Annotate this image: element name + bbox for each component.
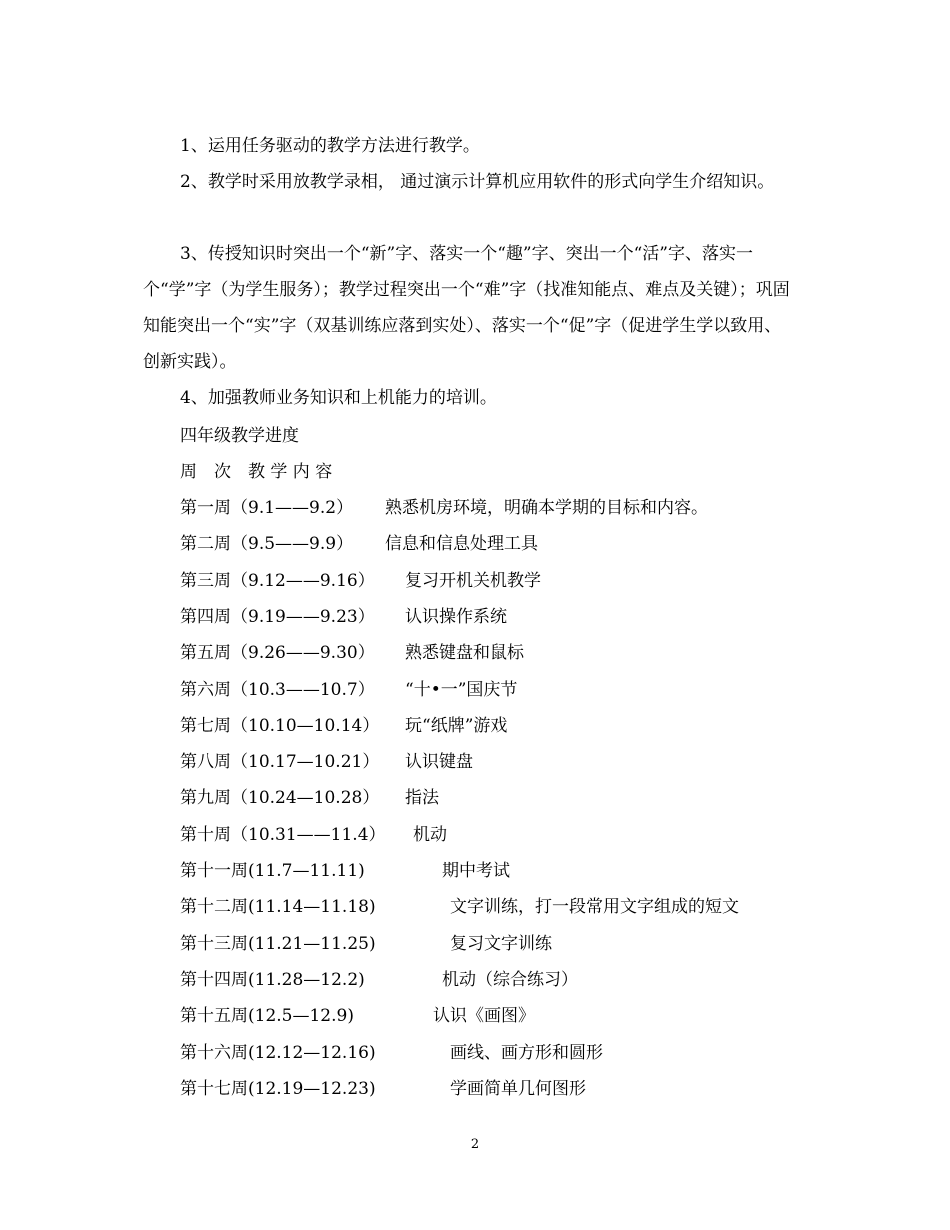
schedule-row <box>180 859 800 883</box>
schedule-row <box>180 1004 800 1028</box>
schedule-row <box>180 605 800 629</box>
schedule-content: 画线、画方形和圆形 <box>450 1042 603 1063</box>
schedule-row <box>180 1077 800 1101</box>
schedule-content: 熟悉键盘和鼠标 <box>405 643 524 664</box>
schedule-period: 第十一周(11.7—11.11) <box>180 861 365 881</box>
schedule-period: 第四周（9.19——9.23） <box>180 606 375 627</box>
schedule-row <box>180 1041 800 1065</box>
schedule-period: 第十周（10.31——11.4） <box>180 824 386 845</box>
schedule-row <box>180 641 800 665</box>
schedule-row <box>180 932 800 956</box>
paragraph-4 <box>143 380 798 416</box>
paragraph-1-text: 1、运用任务驱动的教学方法进行教学。 <box>180 136 480 156</box>
schedule-content: 学画简单几何图形 <box>450 1078 586 1099</box>
paragraph-2-text: 2、教学时采用放教学录相， 通过演示计算机应用软件的形式向学生介绍知识。 <box>180 172 775 192</box>
paragraph-3-text: 3、传授知识时突出一个“新”字、落实一个“趣”字、突出一个“活”字、落实一个“学”字（为学生服务）；教学过程突出一个“难”字（找准知能点、难点及关键）；巩固知能突出一个“实”字（双基训练应落到实处）、落实一个“促”字（促进学生学以致用、创新实践）。 <box>143 244 790 372</box>
schedule-period: 第十七周(12.19—12.23) <box>180 1078 376 1099</box>
schedule-row <box>180 750 800 774</box>
schedule-period: 第二周（9.5——9.9） <box>180 534 354 555</box>
schedule-period: 第十二周(11.14—11.18) <box>180 897 376 918</box>
paragraph-2 <box>143 164 798 200</box>
schedule-period: 第六周（10.3——10.7） <box>180 679 375 700</box>
schedule-row <box>180 532 800 556</box>
schedule-content: 机动 <box>413 824 447 845</box>
schedule-content: 文字训练，打一段常用文字组成的短文 <box>450 897 739 918</box>
schedule-period: 第十五周(12.5—12.9) <box>180 1006 354 1027</box>
schedule-period: 第一周（9.1——9.2） <box>180 498 354 518</box>
schedule-row <box>180 786 800 810</box>
schedule-content: 复习文字训练 <box>450 933 552 954</box>
schedule-period: 第九周（10.24—10.28） <box>180 788 380 809</box>
schedule-period: 第八周（10.17—10.21） <box>180 752 380 773</box>
schedule-period: 第三周（9.12——9.16） <box>180 570 375 591</box>
schedule-content: 认识操作系统 <box>405 606 507 627</box>
schedule-content: 玩“纸牌”游戏 <box>405 715 508 736</box>
schedule-content: 认识键盘 <box>405 752 473 773</box>
paragraph-1 <box>143 128 798 164</box>
schedule-period: 第五周（9.26——9.30） <box>180 643 375 664</box>
schedule-header: 周 次 教 学 内 容 <box>180 462 333 482</box>
paragraph-4-text: 4、加强教师业务知识和上机能力的培训。 <box>180 388 497 408</box>
schedule-content: 机动（综合练习） <box>442 969 578 990</box>
schedule-period: 第十四周(11.28—12.2) <box>180 969 365 990</box>
schedule-period: 第七周（10.10—10.14） <box>180 715 380 736</box>
schedule-content: 复习开机关机教学 <box>405 570 541 591</box>
schedule-content: 信息和信息处理工具 <box>385 534 538 555</box>
schedule-row <box>180 569 800 593</box>
schedule-row <box>180 678 800 702</box>
schedule-content: 期中考试 <box>442 861 510 881</box>
schedule-period: 第十六周(12.12—12.16) <box>180 1042 376 1063</box>
schedule-row <box>180 968 800 992</box>
schedule-title: 四年级教学进度 <box>180 426 299 446</box>
schedule-row <box>180 714 800 738</box>
paragraph-3 <box>143 236 798 380</box>
page-number: 2 <box>470 1137 480 1152</box>
schedule-row <box>180 895 800 919</box>
schedule-content: 熟悉机房环境，明确本学期的目标和内容。 <box>385 498 708 518</box>
schedule-content: 指法 <box>405 788 439 809</box>
schedule-row <box>180 496 800 520</box>
schedule-content: “十•一”国庆节 <box>405 679 518 700</box>
schedule-period: 第十三周(11.21—11.25) <box>180 933 376 954</box>
schedule-content: 认识《画图》 <box>433 1006 535 1027</box>
schedule-row <box>180 823 800 847</box>
